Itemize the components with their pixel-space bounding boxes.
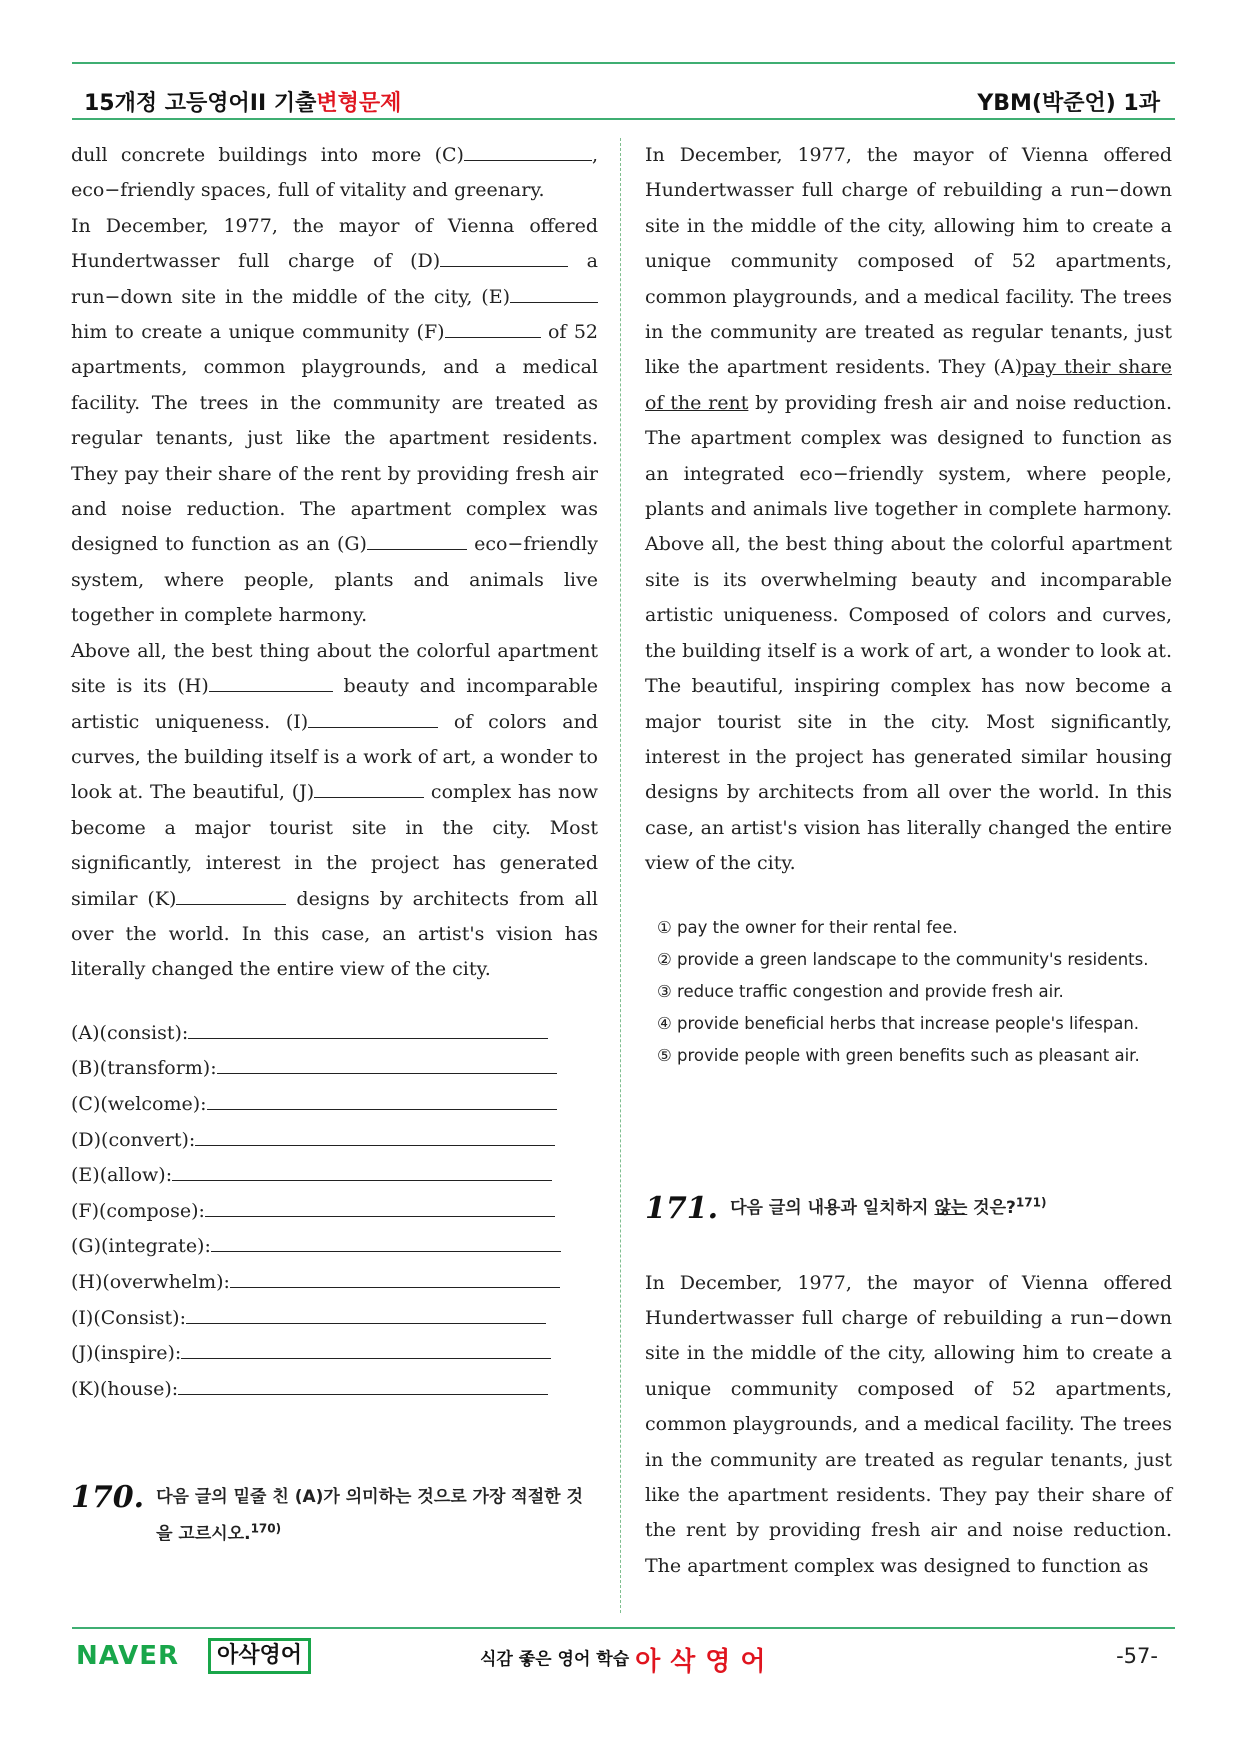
answer-line-k[interactable]: (K)(house): bbox=[71, 1372, 598, 1408]
underlined-phrase-a: pay their share of the rent bbox=[645, 356, 1172, 414]
blank-d[interactable] bbox=[440, 246, 568, 267]
answer-line-f[interactable]: (F)(compose): bbox=[71, 1194, 598, 1230]
choice-3[interactable]: ③ reduce traffic congestion and provide fresh air. bbox=[657, 981, 1064, 1001]
answer-line-a[interactable]: (A)(consist): bbox=[71, 1016, 598, 1052]
blank-c[interactable] bbox=[464, 140, 592, 161]
answer-line-h[interactable]: (H)(overwhelm): bbox=[71, 1265, 598, 1301]
answer-list bbox=[71, 1016, 598, 1408]
choice-5[interactable]: ⑤ provide people with green benefits such as pleasant air. bbox=[657, 1045, 1140, 1065]
brand-box-logo: 아삭영어 bbox=[208, 1638, 311, 1674]
question-prompt: 다음 글의 내용과 일치하지 않는 것은?$^{171)}$ bbox=[730, 1194, 1047, 1218]
right-column bbox=[645, 138, 1172, 1584]
answer-line-b[interactable]: (B)(transform): bbox=[71, 1051, 598, 1087]
column-divider bbox=[620, 138, 621, 1613]
question-prompt: 다음 글의 밑줄 친 (A)가 의미하는 것으로 가장 적절한 것을 고르시오.$^{170)}$ bbox=[156, 1487, 583, 1545]
question-number: 170. bbox=[71, 1480, 145, 1516]
blank-j[interactable] bbox=[314, 777, 424, 798]
answer-line-j[interactable]: (J)(inspire): bbox=[71, 1336, 598, 1372]
choice-1[interactable]: ① pay the owner for their rental fee. bbox=[657, 917, 958, 937]
passage-fill-in: dull concrete buildings into more (C) , eco−friendly spaces, full of vitality and greenary. bbox=[71, 138, 598, 209]
question-171 bbox=[645, 1190, 1172, 1228]
passage-fill-in-2: In December, 1977, the mayor of Vienna offered Hundertwasser full charge of (D) a run−down site in the middle of the city, (E) him to create a unique community (F) of 52 apartments, common playgrounds, and a medical facility. The trees in the community are treated as regular tenants, just like the apartment residents. They pay their share of the rent by providing fresh air and noise reduction. The apartment complex was designed to function as an (G) eco−friendly system, where people, plants and animals live together in complete harmony. bbox=[71, 214, 598, 627]
footer-rule bbox=[72, 1627, 1175, 1629]
choice-list bbox=[645, 912, 1172, 1072]
page-title bbox=[84, 86, 401, 117]
passage-fill-in-3: Above all, the best thing about the colorful apartment site is its (H) beauty and incomparable artistic uniqueness. (I) of colors and curves, the building itself is a work of art, a wonder to look at. The beautiful, (J) complex has now become a major tourist site in the city. Most significantly, interest in the project has generated similar (K) designs by architects from all over the world. In this case, an artist's vision has literally changed the entire view of the city. bbox=[71, 639, 598, 981]
title-highlight: 변형문제 bbox=[316, 91, 402, 116]
blank-e[interactable] bbox=[510, 282, 598, 303]
blank-f[interactable] bbox=[445, 317, 541, 338]
blank-k[interactable] bbox=[176, 884, 286, 905]
choice-4[interactable]: ④ provide beneficial herbs that increase people's lifespan. bbox=[657, 1013, 1140, 1033]
answer-line-d[interactable]: (D)(convert): bbox=[71, 1123, 598, 1159]
answer-line-c[interactable]: (C)(welcome): bbox=[71, 1087, 598, 1123]
passage-171: In December, 1977, the mayor of Vienna offered Hundertwasser full charge of rebuilding a run−down site in the middle of the city, allowing him to create a unique community composed of 52 apartments, common playgrounds, and a medical facility. The trees in the community are treated as regular tenants, just like the apartment residents. They pay their share of the rent by providing fresh air and noise reduction. The apartment complex was designed to function as bbox=[645, 1271, 1172, 1577]
footer-tagline: 식감 좋은 영어 학습 아삭영어 bbox=[480, 1647, 776, 1677]
blank-g[interactable] bbox=[367, 529, 467, 550]
left-column bbox=[71, 138, 598, 1553]
question-170 bbox=[71, 1479, 598, 1553]
choice-2[interactable]: ② provide a green landscape to the community's residents. bbox=[657, 949, 1149, 969]
passage-170: In December, 1977, the mayor of Vienna offered Hundertwasser full charge of rebuilding a run−down site in the middle of the city, allowing him to create a unique community composed of 52 apartments, common playgrounds, and a medical facility. The trees in the community are treated as regular tenants, just like the apartment residents. They (A)pay their share of the rent by providing fresh air and noise reduction. The apartment complex was designed to function as an integrated eco−friendly system, where people, plants and animals live together in complete harmony. Above all, the best thing about the colorful apartment site is its overwhelming beauty and incomparable artistic uniqueness. Composed of colors and curves, the building itself is a work of art, a wonder to look at. The beautiful, inspiring complex has now become a major tourist site in the city. Most significantly, interest in the project has generated similar housing designs by architects from all over the world. In this case, an artist's vision has literally changed the entire view of the city. bbox=[645, 144, 1172, 875]
title-prefix: 15개정 고등영어II 기출 bbox=[84, 91, 317, 116]
naver-logo: NAVER bbox=[76, 1641, 180, 1671]
footnote-ref: 171) bbox=[1015, 1194, 1047, 1209]
blank-i[interactable] bbox=[308, 707, 438, 728]
question-number: 171. bbox=[645, 1190, 719, 1226]
lesson-label: YBM(박준언) 1과 bbox=[977, 91, 1160, 116]
blank-h[interactable] bbox=[209, 671, 333, 692]
answer-line-i[interactable]: (I)(Consist): bbox=[71, 1301, 598, 1337]
header-rule-top bbox=[72, 62, 1175, 64]
answer-line-g[interactable]: (G)(integrate): bbox=[71, 1229, 598, 1265]
emphasis-underline: 않는 bbox=[934, 1197, 968, 1218]
footnote-ref: 170) bbox=[250, 1521, 282, 1536]
header-rule-bottom bbox=[72, 118, 1175, 120]
page-number: -57- bbox=[1116, 1644, 1158, 1668]
brand-name: 아삭영어 bbox=[635, 1647, 776, 1677]
answer-line-e[interactable]: (E)(allow): bbox=[71, 1158, 598, 1194]
